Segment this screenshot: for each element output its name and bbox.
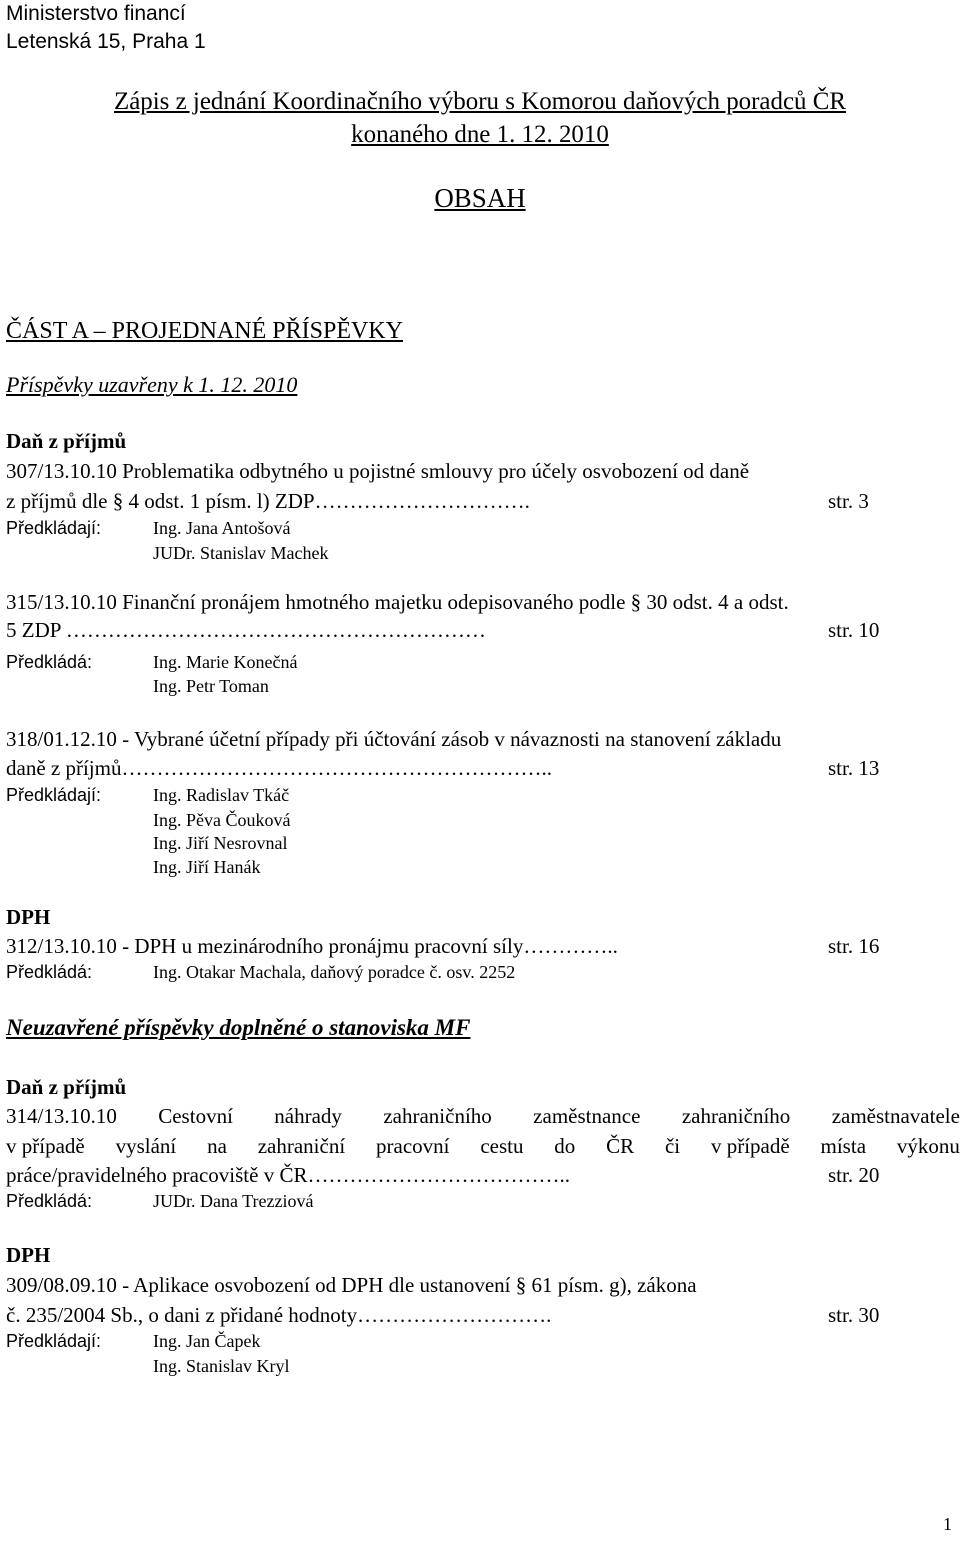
word: v případě [710,1134,790,1158]
word: či [664,1134,681,1158]
document-title-line2: konaného dne 1. 12. 2010 [351,121,609,148]
item-312-person1: Ing. Otakar Machala, daňový poradce č. osv. 2252 [153,962,516,982]
ministry-address: Letenská 15, Praha 1 [6,30,206,53]
item-307-line1: 307/13.10.10 Problematika odbytného u pojistné smlouvy pro účely osvobození od daně [6,459,750,483]
item-315-person1: Ing. Marie Konečná [153,652,298,672]
word: zahraniční [257,1134,346,1158]
item-307-line2: z příjmů dle § 4 odst. 1 písm. l) ZDP…………………………. [6,489,530,513]
item-315-label: Předkládá: [6,652,93,672]
item-307-label: Předkládají: [6,518,102,538]
item-314-person1: JUDr. Dana Trezziová [153,1191,314,1211]
item-314-page-ref: str. 20 [828,1163,880,1187]
item-312-page-ref: str. 16 [828,934,880,958]
item-318-person4: Ing. Jiří Hanák [153,857,261,877]
income-tax-heading: Daň z příjmů [6,429,127,453]
document-title-line1: Zápis z jednání Koordinačního výboru s Komorou daňových poradců ČR [113,88,847,115]
closed-note: Příspěvky uzavřeny k 1. 12. 2010 [6,372,298,397]
word: pracovní [376,1134,450,1158]
item-309-line2: č. 235/2004 Sb., o dani z přidané hodnoty………………………. [6,1303,552,1327]
word: zahraničního [383,1104,492,1128]
item-315-line1: 315/13.10.10 Finanční pronájem hmotného majetku odepisovaného podle § 30 odst. 4 a odst. [6,590,789,614]
word: 314/13.10.10 [6,1104,117,1128]
item-318-person2: Ing. Pěva Čouková [153,810,291,830]
item-318-page-ref: str. 13 [828,756,880,780]
item-309-line1: 309/08.09.10 - Aplikace osvobození od DPH dle ustanovení § 61 písm. g), zákona [6,1273,697,1297]
item-314-label: Předkládá: [6,1191,93,1211]
item-318-label: Předkládají: [6,785,102,805]
word: ČR [606,1134,635,1158]
ministry-name: Ministerstvo financí [6,2,186,25]
page-number: 1 [943,1514,952,1534]
item-309-person2: Ing. Stanislav Kryl [153,1356,290,1376]
vat-heading: DPH [6,905,51,929]
word: cestu [480,1134,524,1158]
item-315-line2: 5 ZDP …………………………………………………… [6,618,486,642]
item-312-label: Předkládá: [6,962,93,982]
item-314-line2 [6,1133,960,1159]
item-314-line1 [6,1103,960,1129]
word: výkonu [896,1134,960,1158]
word: do [554,1134,576,1158]
item-309-page-ref: str. 30 [828,1303,880,1327]
word: zahraničního [681,1104,791,1128]
word: zaměstnavatele [831,1104,960,1128]
word: Cestovní [158,1104,233,1128]
item-309-label: Předkládají: [6,1331,102,1351]
toc-heading: OBSAH [434,183,526,213]
word: v případě [6,1134,85,1158]
item-318-line2: daně z příjmů…………………………………………………….. [6,756,552,780]
item-318-person3: Ing. Jiří Nesrovnal [153,833,288,853]
open-section-heading: Neuzavřené příspěvky doplněné o stanoviska MF [6,1015,471,1040]
item-318-line1: 318/01.12.10 - Vybrané účetní případy při účtování zásob v návaznosti na stanovení základu [6,727,782,751]
item-307-person1: Ing. Jana Antošová [153,518,291,538]
item-314-line3: práce/pravidelného pracoviště v ČR……………………………….. [6,1163,570,1187]
item-315-page-ref: str. 10 [828,618,880,642]
word: zaměstnance [533,1104,641,1128]
item-309-person1: Ing. Jan Čapek [153,1331,261,1351]
item-315-person2: Ing. Petr Toman [153,676,269,696]
item-318-person1: Ing. Radislav Tkáč [153,785,290,805]
word: místa [820,1134,867,1158]
word: na [207,1134,227,1158]
word: vyslání [115,1134,177,1158]
item-312-line1: 312/13.10.10 - DPH u mezinárodního pronájmu pracovní síly………….. [6,934,618,958]
item-307-person2: JUDr. Stanislav Machek [153,543,329,563]
open-income-tax-heading: Daň z příjmů [6,1075,127,1099]
item-307-page-ref: str. 3 [828,489,869,513]
part-a-heading: ČÁST A – PROJEDNANÉ PŘÍSPĚVKY [6,318,403,344]
word: náhrady [274,1104,342,1128]
open-vat-heading: DPH [6,1243,51,1267]
